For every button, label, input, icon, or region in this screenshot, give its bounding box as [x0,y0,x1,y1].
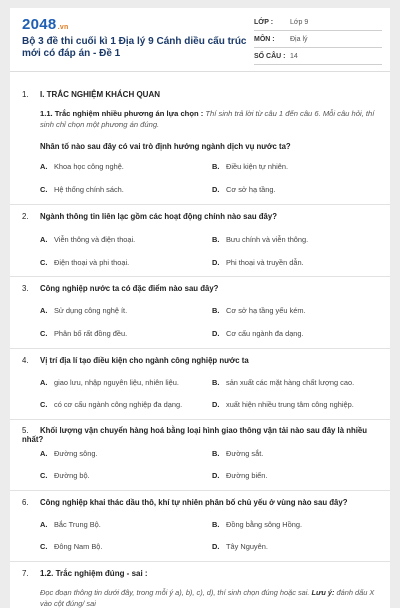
option-letter: C. [40,329,48,338]
option-letter: A. [40,162,48,171]
option-letter: A. [40,449,48,458]
question-heading [22,356,378,365]
option-c[interactable] [40,542,102,551]
option-text: Phân bố rất đồng đều. [54,329,128,338]
option-letter: C. [40,471,48,480]
option-letter: B. [212,520,220,529]
divider [10,419,390,420]
question-number: 4. [22,356,29,365]
question-heading [22,212,378,221]
instruction-label: Lưu ý: [311,588,335,597]
section-instructions [40,108,378,130]
option-text: Điều kiện tự nhiên. [226,162,289,171]
option-text: Phi thoại và truyền dẫn. [226,258,304,267]
option-text: Điện thoại và phi thoại. [54,258,130,267]
option-d[interactable] [212,471,267,480]
option-letter: C. [40,400,48,409]
option-b[interactable] [212,162,288,171]
option-letter: A. [40,520,48,529]
option-c[interactable] [40,329,127,338]
question-text: Công nghiệp nước ta có đặc điểm nào sau đây? [40,284,219,293]
question-heading [22,426,378,444]
option-text: xuất hiện nhiều trung tâm công nghiệp. [226,400,354,409]
option-c[interactable] [40,400,182,409]
option-letter: B. [212,235,220,244]
option-c[interactable] [40,185,124,194]
option-d[interactable] [212,329,304,338]
option-text: Đông Nam Bộ. [54,542,103,551]
meta-value: Lớp 9 [290,18,309,26]
option-letter: A. [40,378,48,387]
option-text: giao lưu, nhập nguyên liệu, nhiên liệu. [54,378,179,387]
option-d[interactable] [212,185,276,194]
option-a[interactable] [40,449,98,458]
subsection-note: Thí sinh trả lời từ câu 1 đến câu 6. Mỗi câu hỏi, thí sinh chỉ chọn một phương án đúng. [40,109,375,129]
meta-key: LỚP : [254,18,274,26]
option-b[interactable] [212,520,302,529]
option-text: Sử dụng công nghệ ít. [54,306,128,315]
divider [10,348,390,349]
option-text: Bưu chính và viễn thông. [226,235,309,244]
question-number: 5. [22,426,29,435]
subsection-title: 1.1. Trắc nghiệm nhiều phương án lựa chọn : [40,109,204,118]
meta-row-class [254,14,382,31]
option-b[interactable] [212,306,306,315]
option-letter: C. [40,542,48,551]
option-d[interactable] [212,258,304,267]
option-text: Đường biển. [226,471,268,480]
logo-main: 2048 [22,16,57,33]
divider [10,490,390,491]
option-text: Cơ cấu ngành đa dạng. [226,329,304,338]
meta-value: 14 [290,52,298,60]
option-b[interactable] [212,449,263,458]
option-text: Đồng bằng sông Hồng. [226,520,303,529]
option-b[interactable] [212,378,354,387]
option-letter: D. [212,185,220,194]
option-b[interactable] [212,235,308,244]
option-c[interactable] [40,471,90,480]
option-letter: B. [212,306,220,315]
question-text: Ngành thông tin liên lạc gồm các hoạt động chính nào sau đây? [40,212,277,221]
question-text: Công nghiệp khai thác dầu thô, khí tự nhiên phân bố chủ yếu ở vùng nào sau đây? [40,498,348,507]
section-instructions [40,587,380,608]
question-text: Khối lượng vận chuyển hàng hoá bằng loại hình giao thông vận tải nào sau đây là nhiều nhất? [22,426,367,444]
option-text: Đường sắt. [226,449,264,458]
meta-key: SỐ CÂU : [254,52,286,60]
option-a[interactable] [40,378,179,387]
option-letter: D. [212,258,220,267]
section-number: 7. [22,569,29,578]
option-text: Tây Nguyên. [226,542,268,551]
section-heading [22,90,160,99]
option-letter: B. [212,449,220,458]
section-title: I. TRẮC NGHIỆM KHÁCH QUAN [40,90,160,99]
option-c[interactable] [40,258,129,267]
option-d[interactable] [212,542,268,551]
meta-key: MÔN : [254,35,275,43]
question-text: Vị trí địa lí tạo điều kiện cho ngành công nghiệp nước ta [40,356,249,365]
question-number: 6. [22,498,29,507]
option-letter: D. [212,542,220,551]
meta-row-subject [254,31,382,48]
option-a[interactable] [40,235,135,244]
meta-value: Địa lý [290,35,308,43]
question-heading [22,498,378,507]
option-text: Bắc Trung Bộ. [54,520,101,529]
section-heading [22,569,148,578]
section-number: 1. [22,90,29,99]
option-letter: A. [40,306,48,315]
divider [10,276,390,277]
option-text: có cơ cấu ngành công nghiệp đa dạng. [54,400,183,409]
option-letter: D. [212,471,220,480]
logo-suffix: .vn [57,24,69,31]
question-heading [22,284,378,293]
option-letter: C. [40,185,48,194]
option-d[interactable] [212,400,354,409]
instruction-tail: đánh dấu X vào cột đúng/ sai [40,588,375,608]
option-text: Khoa học công nghệ. [54,162,124,171]
option-text: Viễn thông và điện thoại. [54,235,136,244]
question-text: Nhân tố nào sau đây có vai trò định hướng ngành dịch vụ nước ta? [40,142,291,151]
divider [10,561,390,562]
divider [10,204,390,205]
question-number: 3. [22,284,29,293]
option-a[interactable] [40,520,101,529]
option-letter: A. [40,235,48,244]
option-text: Đường sông. [54,449,98,458]
option-text: Cơ sở hạ tầng. [226,185,276,194]
option-letter: B. [212,378,220,387]
meta-row-count [254,48,382,65]
instruction-text: Đọc đoạn thông tin dưới đây, trong mỗi ý a), b), c), d), thí sinh chọn đúng hoặc sai. [40,588,310,597]
page-header [10,8,390,72]
option-a[interactable] [40,162,124,171]
option-text: Cơ sở hạ tầng yếu kém. [226,306,306,315]
option-a[interactable] [40,306,127,315]
option-letter: C. [40,258,48,267]
site-logo[interactable] [22,16,69,33]
option-text: Đường bộ. [54,471,90,480]
exam-meta [254,14,382,65]
exam-page [10,8,390,608]
option-text: sản xuất các mặt hàng chất lượng cao. [226,378,355,387]
section-title: 1.2. Trắc nghiệm đúng - sai : [40,569,148,578]
exam-title: Bộ 3 đề thi cuối kì 1 Địa lý 9 Cánh diều cấu trúc mới có đáp án - Đề 1 [22,36,247,59]
option-letter: D. [212,329,220,338]
question-number: 2. [22,212,29,221]
option-text: Hệ thống chính sách. [54,185,124,194]
option-letter: B. [212,162,220,171]
option-letter: D. [212,400,220,409]
